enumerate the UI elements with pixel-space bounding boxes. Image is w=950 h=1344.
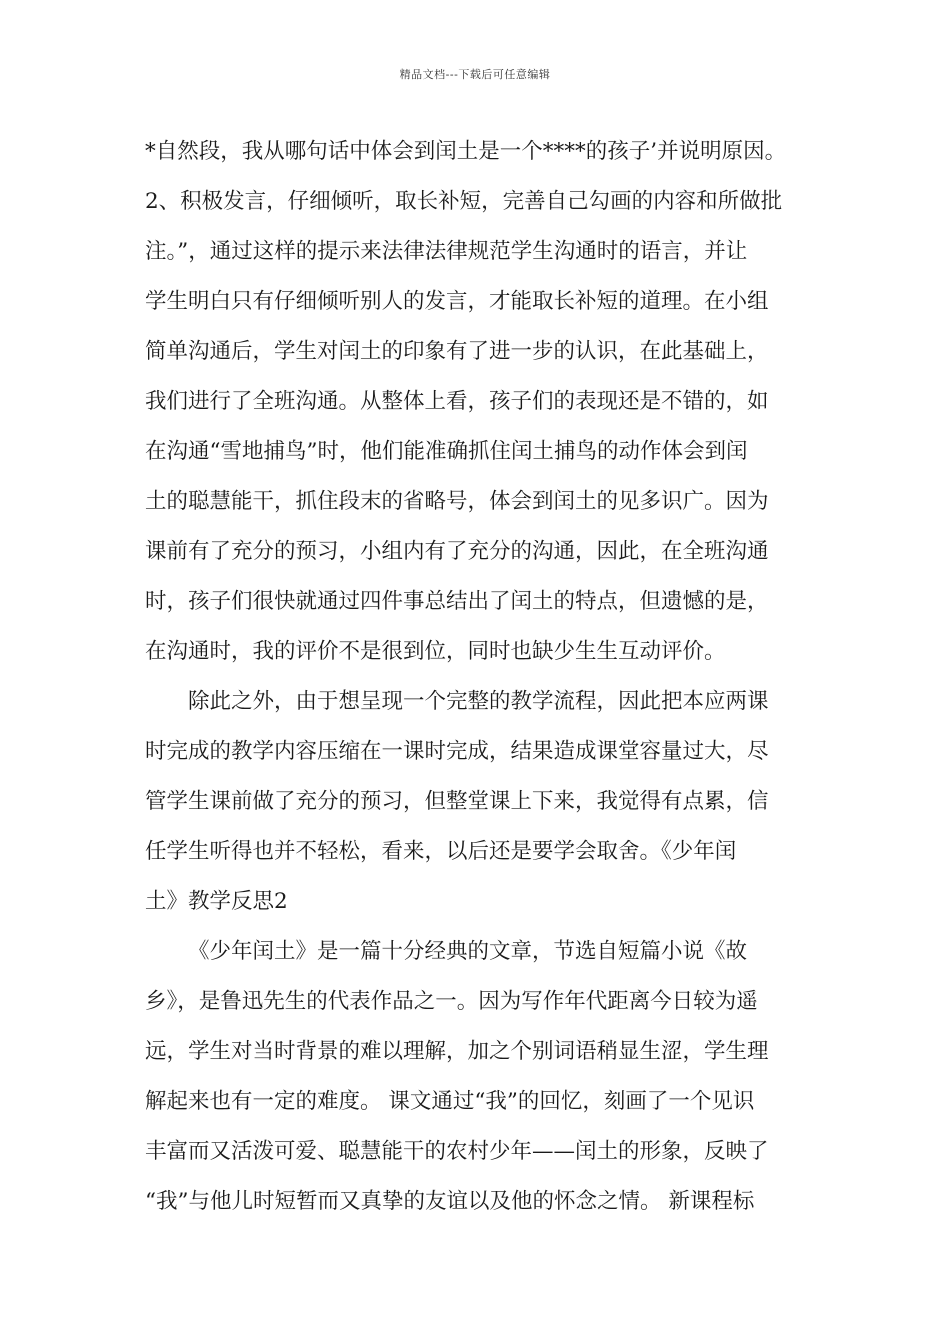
text-line: “我”与他儿时短暂而又真挚的友谊以及他的怀念之情。 新课程标 xyxy=(145,1189,755,1214)
text-line: 在沟通时，我的评价不是很到位，同时也缺少生生互动评价。 xyxy=(145,639,726,664)
text-line: 课前有了充分的预习，小组内有了充分的沟通，因此，在全班沟通 xyxy=(145,539,769,564)
text-line: 远，学生对当时背景的难以理解，加之个别词语稍显生涩，学生理 xyxy=(145,1039,769,1064)
page-header: 精品文档---下载后可任意编辑 xyxy=(399,68,551,81)
text-line: 土》教学反思2 xyxy=(145,889,288,914)
text-line: 管学生课前做了充分的预习，但整堂课上下来，我觉得有点累，信 xyxy=(145,789,769,814)
text-line: 注。”，通过这样的提示来法律法律规范学生沟通时的语言，并让 xyxy=(145,239,748,264)
text-line: 任学生听得也并不轻松，看来，以后还是要学会取舍。《少年闰 xyxy=(145,839,737,864)
document-body xyxy=(145,127,813,1227)
text-line: 时，孩子们很快就通过四件事总结出了闰土的特点，但遗憾的是， xyxy=(145,589,769,614)
paragraph-start-line: 除此之外，由于想呈现一个完整的教学流程，因此把本应两课 xyxy=(188,689,769,714)
text-line: 时完成的教学内容压缩在一课时完成，结果造成课堂容量过大，尽 xyxy=(145,739,769,764)
text-line: *自然段，我从哪句话中体会到闰土是一个****的孩子’并说明原因。 xyxy=(145,139,787,164)
text-line: 在沟通“雪地捕鸟”时，他们能准确抓住闰土捕鸟的动作体会到闰 xyxy=(145,439,748,464)
paragraph-start-line: 《少年闰土》是一篇十分经典的文章，节选自短篇小说《故 xyxy=(188,939,748,964)
text-line: 丰富而又活泼可爱、聪慧能干的农村少年——闰土的形象，反映了 xyxy=(145,1139,769,1164)
text-line: 简单沟通后，学生对闰土的印象有了进一步的认识，在此基础上， xyxy=(145,339,769,364)
text-line: 乡》，是鲁迅先生的代表作品之一。因为写作年代距离今日较为遥 xyxy=(145,989,758,1014)
text-line: 2、积极发言，仔细倾听，取长补短，完善自己勾画的内容和所做批 xyxy=(145,189,783,214)
text-line: 学生明白只有仔细倾听别人的发言，才能取长补短的道理。在小组 xyxy=(145,289,769,314)
text-line: 土的聪慧能干，抓住段末的省略号，体会到闰土的见多识广。因为 xyxy=(145,489,769,514)
text-line: 我们进行了全班沟通。从整体上看，孩子们的表现还是不错的，如 xyxy=(145,389,769,414)
text-line: 解起来也有一定的难度。 课文通过“我”的回忆，刻画了一个见识 xyxy=(145,1089,755,1114)
